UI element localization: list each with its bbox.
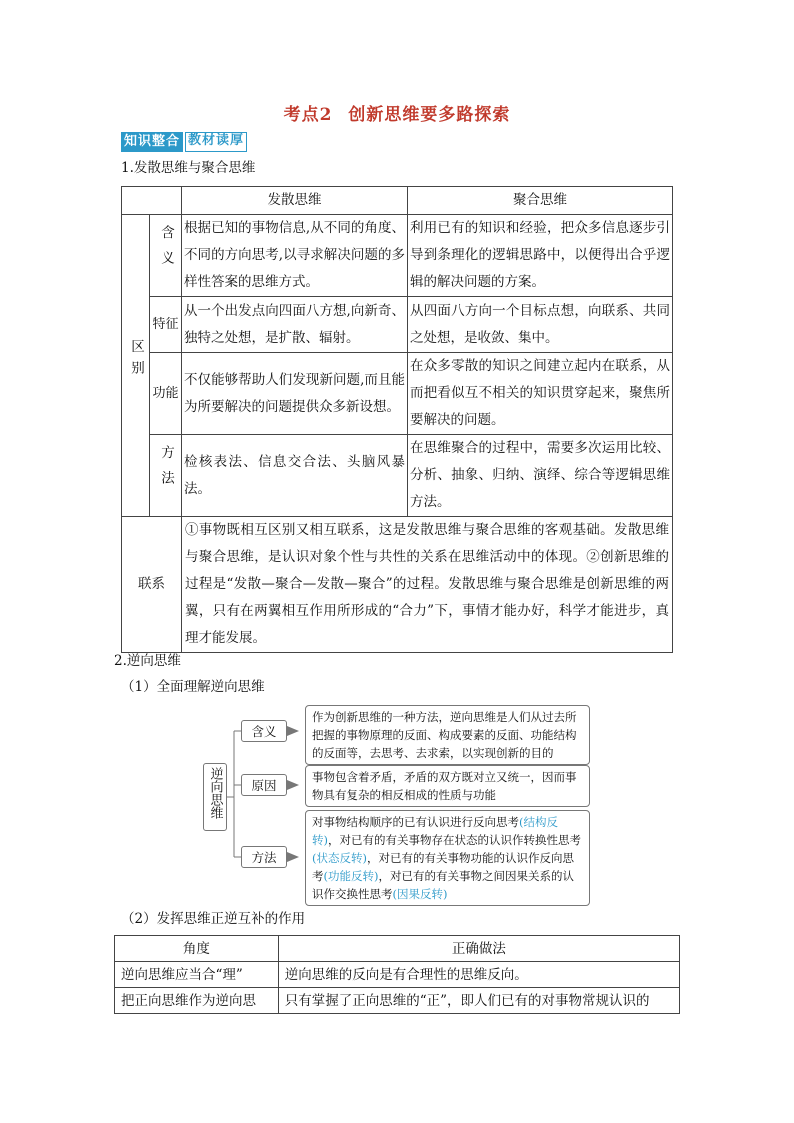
diagram-desc-method: 对事物结构顺序的已有认识进行反向思考(结构反转)，对已有的有关事物存在状态的认识作转换性思考(状态反转)，对已有的有关事物功能的认识作反向思考(功能反转)，对已有的有关事物之间因果关系的认识作交换性思考(因果反转)	[305, 810, 590, 906]
col-header-convergent: 聚合思维	[408, 187, 673, 215]
table-cell: 只有掌握了正向思维的“正”，即人们已有的对事物常规认识的	[278, 988, 679, 1014]
row-label: 特征	[150, 297, 182, 353]
thinking-compare-table	[121, 186, 673, 653]
cell-divergent: 从一个出发点向四面八方想,向新奇、独特之处想，是扩散、辐射。	[182, 297, 408, 353]
highlight-causal: (因果反转)	[392, 887, 448, 901]
diagram-root: 逆向思维	[203, 763, 227, 831]
section2-sub2: （2）发挥思维正逆互补的作用	[121, 911, 306, 927]
complement-table	[114, 935, 680, 1014]
section1-heading: 1.发散思维与聚合思维	[121, 160, 256, 176]
col-header-method: 正确做法	[278, 936, 679, 962]
highlight-structure: (结构反转)	[312, 815, 558, 847]
table-cell: 把正向思维作为逆向思	[115, 988, 279, 1014]
reverse-thinking-diagram	[200, 705, 592, 900]
highlight-function: (功能反转)	[323, 869, 379, 883]
title-main: 创新思维要多路探索	[348, 105, 511, 125]
row-label: 功能	[150, 353, 182, 435]
cell-convergent: 在思维聚合的过程中，需要多次运用比较、分析、抽象、归纳、演绎、综合等逻辑思维方法。	[408, 435, 673, 517]
diagram-desc-reason: 事物包含着矛盾，矛盾的双方既对立又统一，因而事物具有复杂的相反相成的性质与功能	[305, 765, 590, 807]
cell-divergent: 检核表法、信息交合法、头脑风暴法。	[182, 435, 408, 517]
page-title	[0, 100, 794, 125]
cell-convergent: 从四面八方向一个目标点想，向联系、共同之处想，是收敛、集中。	[408, 297, 673, 353]
badge-knowledge: 知识整合	[121, 132, 183, 152]
col-header-divergent: 发散思维	[182, 187, 408, 215]
diagram-node-meaning: 含义	[241, 720, 287, 742]
diagram-desc-meaning: 作为创新思维的一种方法，逆向思维是人们从过去所把握的事物原理的反面、构成要素的反面、功能结构的反面等，去思考、去求索，以实现创新的目的	[305, 705, 590, 765]
diagram-node-reason: 原因	[241, 774, 287, 796]
cell-divergent: 根据已知的事物信息,从不同的角度、不同的方向思考,以寻求解决问题的多样性答案的思维方式。	[182, 215, 408, 297]
row-label-link: 联系	[122, 517, 182, 653]
group-label-difference: 区别	[122, 215, 150, 517]
corner-cell	[122, 187, 182, 215]
diagram-node-method: 方法	[241, 846, 287, 868]
section2-heading: 2.逆向思维	[114, 653, 181, 669]
col-header-angle: 角度	[115, 936, 279, 962]
cell-link: ①事物既相互区别又相互联系，这是发散思维与聚合思维的客观基础。发散思维与聚合思维，是认识对象个性与共性的关系在思维活动中的体现。②创新思维的过程是“发散—聚合—发散—聚合”的过程。发散思维与聚合思维是创新思维的两翼，只有在两翼相互作用所形成的“合力”下，事情才能办好，科学才能进步，真理才能发展。	[182, 517, 673, 653]
section2-sub1: （1）全面理解逆向思维	[121, 679, 265, 695]
table-cell: 逆向思维应当合“理”	[115, 962, 279, 988]
badge-textbook: 教材读厚	[185, 132, 247, 152]
cell-convergent: 利用已有的知识和经验，把众多信息逐步引导到条理化的逻辑思路中，以便得出合乎逻辑的解决问题的方案。	[408, 215, 673, 297]
title-prefix: 考点2	[283, 105, 333, 125]
table-cell: 逆向思维的反向是有合理性的思维反向。	[278, 962, 679, 988]
cell-divergent: 不仅能够帮助人们发现新问题,而且能为所要解决的问题提供众多新设想。	[182, 353, 408, 435]
section-badges	[121, 132, 247, 152]
cell-convergent: 在众多零散的知识之间建立起内在联系，从而把看似互不相关的知识贯穿起来，聚焦所要解决的问题。	[408, 353, 673, 435]
row-label: 含义	[150, 215, 182, 297]
highlight-state: (状态反转)	[312, 851, 367, 865]
row-label: 方法	[150, 435, 182, 517]
